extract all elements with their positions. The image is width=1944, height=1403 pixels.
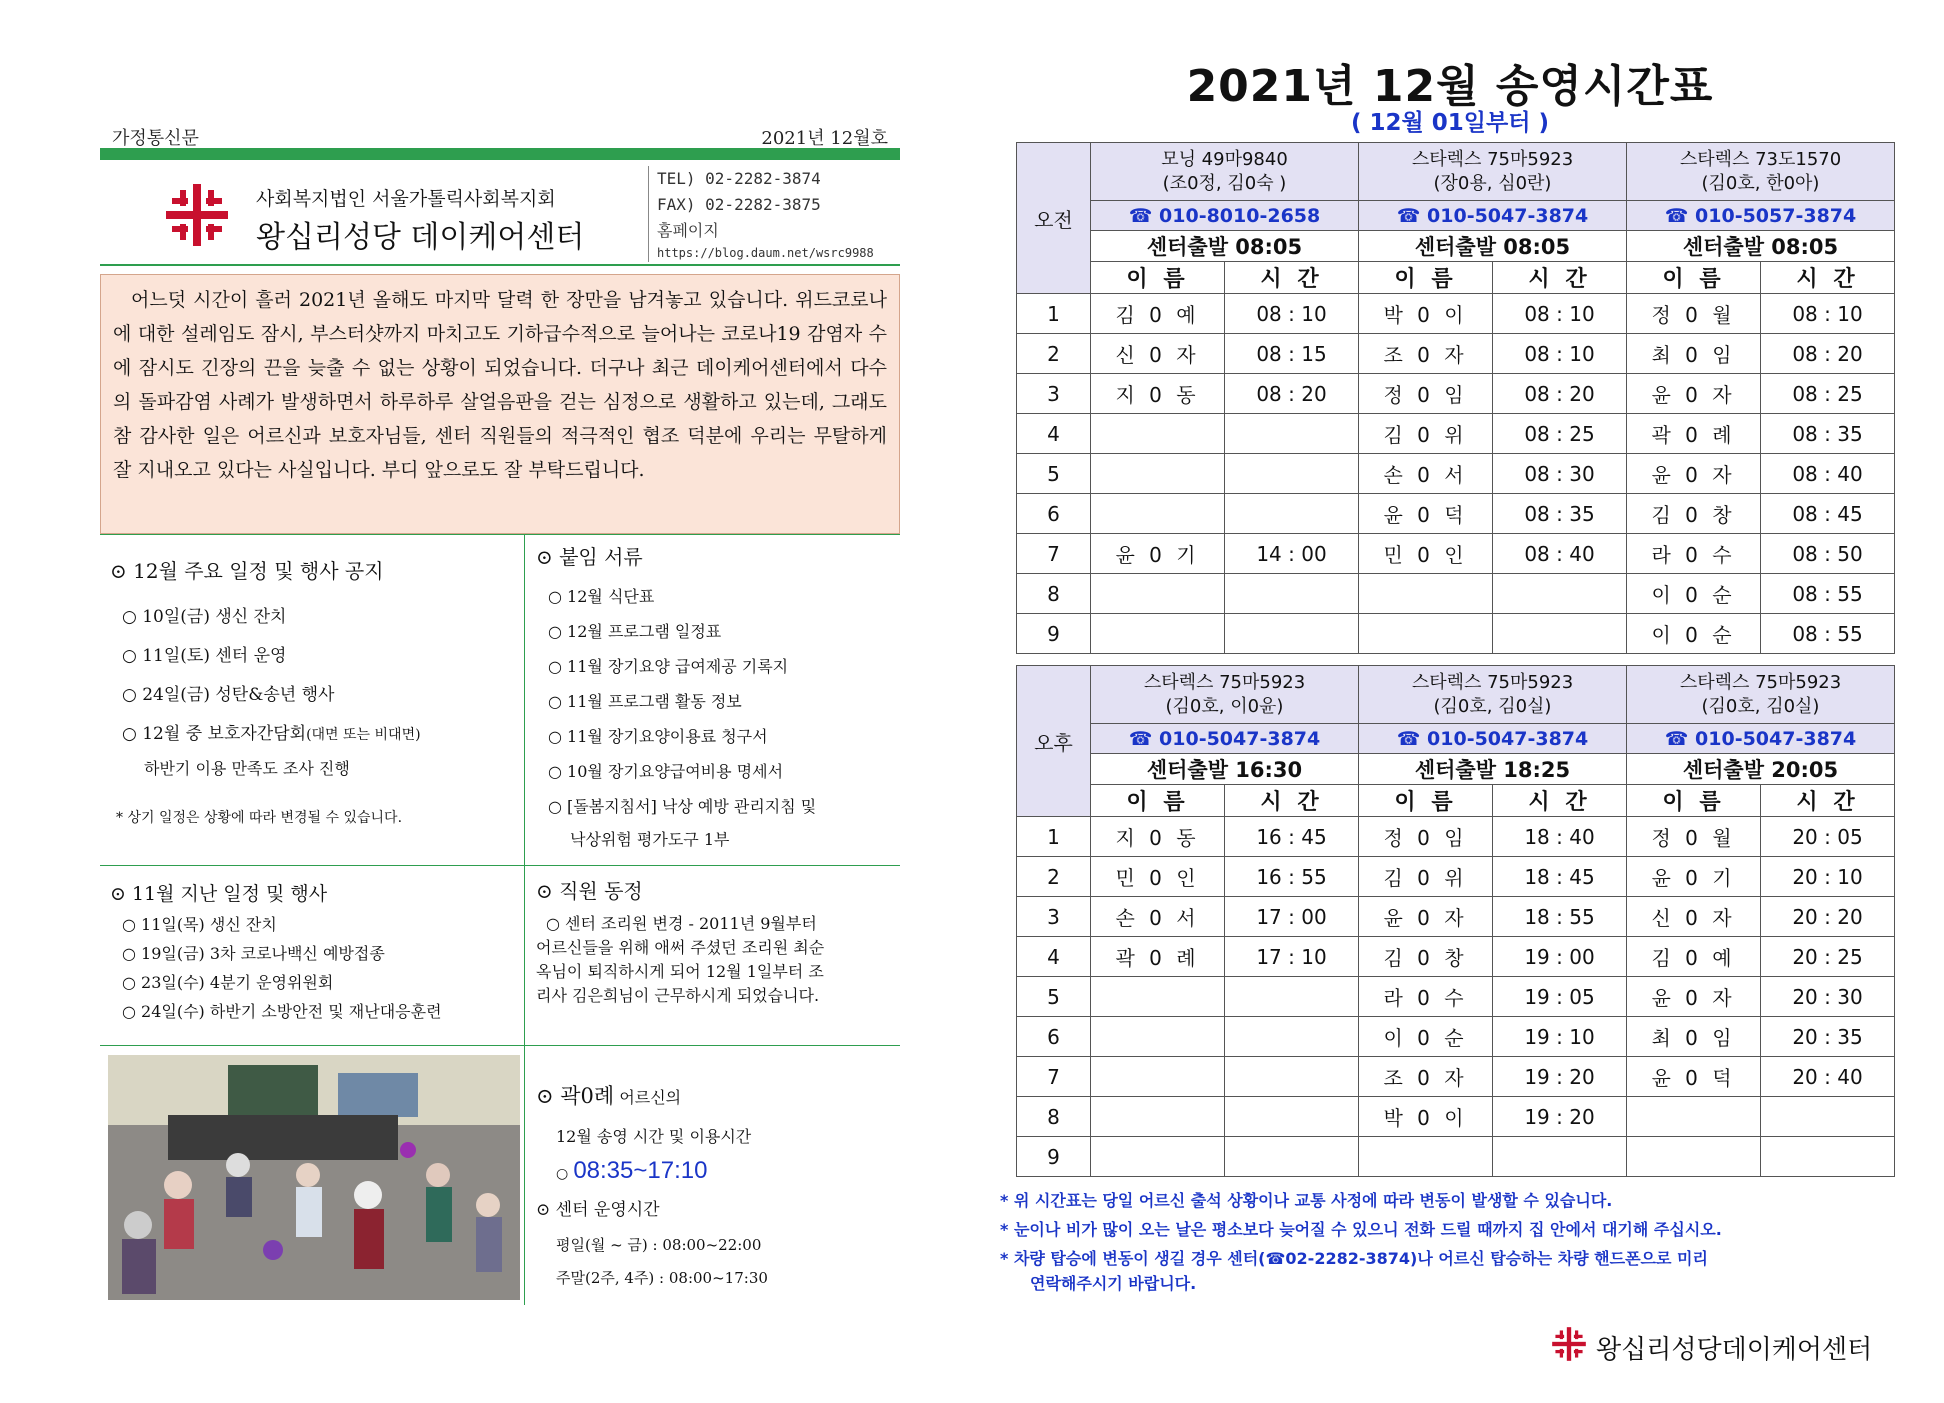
tel: TEL) 02-2282-3874 xyxy=(657,169,821,188)
pickup-time xyxy=(1225,1097,1359,1137)
vehicle-car: 스타렉스 75마5923 xyxy=(1411,671,1574,693)
row-number: 4 xyxy=(1017,937,1091,977)
vehicle-header xyxy=(1091,666,1359,724)
vehicle-crew: (김0호, 한0아) xyxy=(1701,172,1820,194)
vehicle-crew: (조0정, 김0숙 ) xyxy=(1162,172,1287,194)
footer-org-name: 왕십리성당데이케어센터 xyxy=(1596,1335,1873,1365)
column-name-header: 이 름 xyxy=(1627,785,1761,817)
rider-name: 윤 0 덕 xyxy=(1627,1057,1761,1097)
rider-name: 민 0 인 xyxy=(1091,857,1225,897)
column-name-header: 이 름 xyxy=(1627,262,1761,294)
column-time-header: 시 간 xyxy=(1761,785,1895,817)
column-name-header: 이 름 xyxy=(1359,262,1493,294)
rider-name xyxy=(1091,614,1225,654)
pickup-time: 08 : 55 xyxy=(1761,574,1895,614)
pickup-time: 20 : 05 xyxy=(1761,817,1895,857)
rider-name: 김 0 예 xyxy=(1627,937,1761,977)
hours-title: ⊙ 센터 운영시간 xyxy=(536,1200,660,1220)
afternoon-table xyxy=(1016,665,1895,1177)
vehicle-header xyxy=(1091,143,1359,201)
table-row xyxy=(1017,1017,1895,1057)
pickup-time xyxy=(1761,1097,1895,1137)
pickup-time: 19 : 20 xyxy=(1493,1097,1627,1137)
pickup-time xyxy=(1493,1137,1627,1177)
column-name-header: 이 름 xyxy=(1359,785,1493,817)
list-item: ○ [돌봄지침서] 낙상 예방 관리지침 및 xyxy=(548,797,817,816)
depart-row xyxy=(1017,754,1895,785)
vehicle-phone: ☎ 010-5047-3874 xyxy=(1091,724,1359,754)
personal-section xyxy=(536,1080,896,1288)
rider-name xyxy=(1627,1097,1761,1137)
vehicle-car: 스타렉스 75마5923 xyxy=(1679,671,1842,693)
newsletter-label: 가정통신문 xyxy=(112,128,199,149)
schedule-note: * 상기 일정은 상황에 따라 변경될 수 있습니다. xyxy=(116,810,403,826)
row-number: 3 xyxy=(1017,897,1091,937)
pickup-time: 08 : 10 xyxy=(1225,294,1359,334)
schedule-item-label: ○ 12월 중 보호자간담회 xyxy=(122,724,307,744)
vehicle-crew: (김0호, 김0실) xyxy=(1433,695,1552,717)
staff-title: ⊙ 직원 동정 xyxy=(536,879,643,903)
note-line: * 눈이나 비가 많이 오는 날은 평소보다 늦어질 수 있으니 전화 드릴 때까지 집 안에서 대기해 주십시오. xyxy=(1000,1220,1722,1239)
row-number: 7 xyxy=(1017,1057,1091,1097)
pickup-time xyxy=(1225,454,1359,494)
past-list xyxy=(110,912,520,1022)
org-parent: 사회복지법인 서울가톨릭사회복지회 xyxy=(256,188,556,210)
pickup-time: 08 : 25 xyxy=(1761,374,1895,414)
rider-name xyxy=(1359,574,1493,614)
row-number: 5 xyxy=(1017,977,1091,1017)
column-name-header: 이 름 xyxy=(1091,262,1225,294)
rider-name: 신 0 자 xyxy=(1091,334,1225,374)
schedule-title: ⊙ 12월 주요 일정 및 행사 공지 xyxy=(110,559,384,583)
activity-photo xyxy=(108,1055,520,1300)
personal-time: 08:35~17:10 xyxy=(573,1157,708,1184)
vehicle-car: 스타렉스 73도1570 xyxy=(1679,148,1842,170)
table-row xyxy=(1017,494,1895,534)
pickup-time: 08 : 50 xyxy=(1761,534,1895,574)
rider-name: 최 0 임 xyxy=(1627,1017,1761,1057)
column-time-header: 시 간 xyxy=(1493,785,1627,817)
staff-section xyxy=(536,875,896,1008)
hours-weekend: 주말(2주, 4주) : 08:00~17:30 xyxy=(556,1269,768,1287)
row-number: 9 xyxy=(1017,1137,1091,1177)
rider-name: 곽 0 례 xyxy=(1627,414,1761,454)
table-row xyxy=(1017,977,1895,1017)
pickup-time: 20 : 35 xyxy=(1761,1017,1895,1057)
staff-line: 리사 김은희님이 근무하시게 되었습니다. xyxy=(536,986,820,1005)
rider-name: 김 0 위 xyxy=(1359,414,1493,454)
rider-name xyxy=(1091,1057,1225,1097)
hours-weekday: 평일(월 ~ 금) : 08:00~22:00 xyxy=(556,1236,762,1254)
pickup-time: 20 : 25 xyxy=(1761,937,1895,977)
rider-name: 윤 0 기 xyxy=(1091,534,1225,574)
rider-name: 정 0 월 xyxy=(1627,817,1761,857)
vehicle-header xyxy=(1359,666,1627,724)
note-line: * 차량 탑승에 변동이 생길 경우 센터(☎02-2282-3874)나 어르신 탑승하는 차량 핸드폰으로 미리 xyxy=(1000,1249,1708,1268)
rider-name: 윤 0 자 xyxy=(1627,977,1761,1017)
pickup-time: 16 : 45 xyxy=(1225,817,1359,857)
pickup-time xyxy=(1493,574,1627,614)
pickup-time: 08 : 20 xyxy=(1761,334,1895,374)
personal-heading xyxy=(536,1080,896,1110)
rider-name: 라 0 수 xyxy=(1359,977,1493,1017)
session-label: 오후 xyxy=(1017,666,1091,817)
rider-name xyxy=(1091,977,1225,1017)
vehicle-phone: ☎ 010-5047-3874 xyxy=(1627,724,1895,754)
schedule-item: ○ 11일(토) 센터 운영 xyxy=(122,646,287,666)
table-row xyxy=(1017,334,1895,374)
pickup-time: 19 : 10 xyxy=(1493,1017,1627,1057)
vehicle-crew: (김0호, 이0윤) xyxy=(1165,695,1284,717)
vehicle-car: 스타렉스 75마5923 xyxy=(1411,148,1574,170)
row-number: 6 xyxy=(1017,1017,1091,1057)
pickup-time: 17 : 00 xyxy=(1225,897,1359,937)
schedule-sub: 하반기 이용 만족도 조사 진행 xyxy=(144,759,350,778)
row-number: 8 xyxy=(1017,1097,1091,1137)
schedule-item-note: (대면 또는 비대면) xyxy=(306,727,421,743)
vehicle-departure: 센터출발 16:30 xyxy=(1091,754,1359,785)
pickup-time: 08 : 35 xyxy=(1761,414,1895,454)
rider-name: 민 0 인 xyxy=(1359,534,1493,574)
pickup-time: 08 : 20 xyxy=(1225,374,1359,414)
rider-name: 김 0 예 xyxy=(1091,294,1225,334)
vehicle-car: 스타렉스 75마5923 xyxy=(1143,671,1306,693)
vehicle-departure: 센터출발 18:25 xyxy=(1359,754,1627,785)
vehicle-phone: ☎ 010-8010-2658 xyxy=(1091,201,1359,231)
row-number: 5 xyxy=(1017,454,1091,494)
vehicle-departure: 센터출발 08:05 xyxy=(1627,231,1895,262)
vehicle-phone: ☎ 010-5057-3874 xyxy=(1627,201,1895,231)
pickup-time xyxy=(1225,614,1359,654)
rider-name: 손 0 서 xyxy=(1359,454,1493,494)
pickup-time: 16 : 55 xyxy=(1225,857,1359,897)
rider-name xyxy=(1091,414,1225,454)
rider-name xyxy=(1627,1137,1761,1177)
timetable-title: 2021년 12월 송영시간표 xyxy=(1186,61,1714,112)
list-item: ○ 11월 장기요양이용료 청구서 xyxy=(548,727,768,746)
personal-line2: 12월 송영 시간 및 이용시간 xyxy=(556,1127,752,1146)
pickup-time: 08 : 10 xyxy=(1761,294,1895,334)
vehicle-car: 모닝 49마9840 xyxy=(1161,148,1288,170)
column-header-row xyxy=(1017,262,1895,294)
timetable-notes xyxy=(1000,1186,1920,1295)
rider-name: 윤 0 자 xyxy=(1627,374,1761,414)
rider-name xyxy=(1091,1137,1225,1177)
rider-name: 김 0 창 xyxy=(1359,937,1493,977)
row-number: 1 xyxy=(1017,817,1091,857)
vehicle-row xyxy=(1017,666,1895,724)
row-number: 3 xyxy=(1017,374,1091,414)
pickup-time: 08 : 45 xyxy=(1761,494,1895,534)
past-section xyxy=(110,879,520,1022)
grid-divider xyxy=(100,865,900,866)
vehicle-header xyxy=(1627,666,1895,724)
table-row xyxy=(1017,574,1895,614)
personal-suffix: 어르신의 xyxy=(619,1088,682,1107)
column-time-header: 시 간 xyxy=(1761,262,1895,294)
row-number: 2 xyxy=(1017,857,1091,897)
intro-text: 어느덧 시간이 흘러 2021년 올해도 마지막 달력 한 장만을 남겨놓고 있습니다. 위드코로나에 대한 설레임도 잠시, 부스터샷까지 마치고도 기하급수적으로 늘어나는 코로나19 감염자 수에 잠시도 긴장의 끈을 늦출 수 없는 상황이 되었습니다. 더구나 최근 데이케어센터에서 다수의 돌파감염 사례가 발생하면서 하루하루 살얼음판을 걷는 심정으로 생활하고 있는데, 그래도 참 감사한 일은 어르신과 보호자님들, 센터 직원들의 적극적인 협조 덕분에 우리는 무탈하게 잘 지내오고 있다는 사실입니다. 부디 앞으로도 잘 부탁드립니다. xyxy=(113,289,887,481)
table-row xyxy=(1017,937,1895,977)
rider-name: 윤 0 자 xyxy=(1627,454,1761,494)
rider-name: 정 0 임 xyxy=(1359,374,1493,414)
pickup-time: 08 : 40 xyxy=(1761,454,1895,494)
pickup-time xyxy=(1493,614,1627,654)
personal-time-marker: ○ xyxy=(556,1166,569,1182)
row-number: 9 xyxy=(1017,614,1091,654)
pickup-time: 19 : 20 xyxy=(1493,1057,1627,1097)
list-item: ○ 12월 식단표 xyxy=(548,587,655,606)
rider-name: 정 0 월 xyxy=(1627,294,1761,334)
pickup-time: 08 : 55 xyxy=(1761,614,1895,654)
rider-name: 윤 0 덕 xyxy=(1359,494,1493,534)
pickup-time: 17 : 10 xyxy=(1225,937,1359,977)
attachments-list xyxy=(536,584,896,817)
vehicle-row xyxy=(1017,143,1895,201)
schedule-item: ○ 24일(금) 성탄&송년 행사 xyxy=(122,685,335,705)
note-line: 연락해주시기 바랍니다. xyxy=(1030,1274,1197,1293)
list-item: ○ 10월 장기요양급여비용 명세서 xyxy=(548,762,784,781)
pickup-time: 08 : 35 xyxy=(1493,494,1627,534)
vehicle-departure: 센터출발 20:05 xyxy=(1627,754,1895,785)
row-number: 7 xyxy=(1017,534,1091,574)
pickup-time: 20 : 10 xyxy=(1761,857,1895,897)
table-row xyxy=(1017,614,1895,654)
staff-line: 옥님이 퇴직하시게 되어 12월 1일부터 조 xyxy=(536,962,824,981)
table-row xyxy=(1017,454,1895,494)
pickup-time: 18 : 45 xyxy=(1493,857,1627,897)
pickup-time: 08 : 20 xyxy=(1493,374,1627,414)
rider-name: 이 0 순 xyxy=(1359,1017,1493,1057)
column-name-header: 이 름 xyxy=(1091,785,1225,817)
pickup-time: 08 : 10 xyxy=(1493,334,1627,374)
rider-name: 이 0 순 xyxy=(1627,574,1761,614)
staff-line: ○ 센터 조리원 변경 - 2011년 9월부터 xyxy=(546,914,817,933)
morning-table xyxy=(1016,142,1895,654)
staff-line: 어르신들을 위해 애써 주셨던 조리원 최순 xyxy=(536,938,825,957)
rider-name: 박 0 이 xyxy=(1359,294,1493,334)
table-row xyxy=(1017,857,1895,897)
list-item: ○ 19일(금) 3차 코로나백신 예방접종 xyxy=(122,944,385,963)
session-label: 오전 xyxy=(1017,143,1091,294)
footer-logo xyxy=(1550,1325,1900,1365)
vehicle-phone: ☎ 010-5047-3874 xyxy=(1359,201,1627,231)
row-number: 4 xyxy=(1017,414,1091,454)
vehicle-departure: 센터출발 08:05 xyxy=(1359,231,1627,262)
table-row xyxy=(1017,1137,1895,1177)
rider-name: 이 0 순 xyxy=(1627,614,1761,654)
row-number: 1 xyxy=(1017,294,1091,334)
fax: FAX) 02-2282-3875 xyxy=(657,195,821,214)
org-name: 왕십리성당 데이케어센터 xyxy=(256,220,585,255)
table-row xyxy=(1017,1097,1895,1137)
rider-name: 라 0 수 xyxy=(1627,534,1761,574)
pickup-time xyxy=(1225,1137,1359,1177)
pickup-time: 20 : 40 xyxy=(1761,1057,1895,1097)
schedule-section xyxy=(110,555,520,827)
past-title: ⊙ 11월 지난 일정 및 행사 xyxy=(110,883,328,905)
pickup-time: 18 : 55 xyxy=(1493,897,1627,937)
vehicle-departure: 센터출발 08:05 xyxy=(1091,231,1359,262)
pickup-time: 20 : 30 xyxy=(1761,977,1895,1017)
table-row xyxy=(1017,414,1895,454)
newsletter-grid xyxy=(100,534,900,1304)
caritas-logo-icon xyxy=(162,180,232,250)
pickup-time: 19 : 00 xyxy=(1493,937,1627,977)
column-time-header: 시 간 xyxy=(1225,785,1359,817)
rider-name: 지 0 동 xyxy=(1091,817,1225,857)
rider-name: 지 0 동 xyxy=(1091,374,1225,414)
vehicle-crew: (김0호, 김0실) xyxy=(1701,695,1820,717)
pickup-time: 08 : 30 xyxy=(1493,454,1627,494)
personal-time-row xyxy=(556,1157,896,1185)
homepage-url[interactable]: https://blog.daum.net/wsrc9988 xyxy=(657,246,874,260)
vehicle-phone: ☎ 010-5047-3874 xyxy=(1359,724,1627,754)
table-row xyxy=(1017,374,1895,414)
attachment-sub: 낙상위험 평가도구 1부 xyxy=(570,830,730,849)
vehicle-header xyxy=(1359,143,1627,201)
rider-name: 정 0 임 xyxy=(1359,817,1493,857)
list-item: ○ 24일(수) 하반기 소방안전 및 재난대응훈련 xyxy=(122,1002,442,1021)
phone-row xyxy=(1017,724,1895,754)
vehicle-crew: (장0용, 심0란) xyxy=(1433,172,1552,194)
attachments-title: ⊙ 붙임 서류 xyxy=(536,545,643,569)
note-line: * 위 시간표는 당일 어르신 출석 상황이나 교통 사정에 따라 변동이 발생할 수 있습니다. xyxy=(1000,1191,1613,1210)
pickup-time xyxy=(1225,414,1359,454)
staff-text xyxy=(536,912,896,1008)
pickup-time xyxy=(1225,574,1359,614)
pickup-time: 18 : 40 xyxy=(1493,817,1627,857)
schedule-item: ○ 10일(금) 생신 잔치 xyxy=(122,607,287,627)
pickup-time: 08 : 40 xyxy=(1493,534,1627,574)
column-header-row xyxy=(1017,785,1895,817)
rider-name xyxy=(1091,1097,1225,1137)
list-item: ○ 11월 장기요양 급여제공 기록지 xyxy=(548,657,789,676)
column-time-header: 시 간 xyxy=(1225,262,1359,294)
rider-name: 윤 0 자 xyxy=(1359,897,1493,937)
depart-row xyxy=(1017,231,1895,262)
rider-name: 김 0 위 xyxy=(1359,857,1493,897)
rider-name: 박 0 이 xyxy=(1359,1097,1493,1137)
rider-name xyxy=(1359,1137,1493,1177)
newsletter-page xyxy=(100,120,900,1304)
list-item: ○ 11월 프로그램 활동 정보 xyxy=(548,692,742,711)
timetable-subtitle: ( 12월 01일부터 ) xyxy=(1351,110,1549,136)
pickup-time: 20 : 20 xyxy=(1761,897,1895,937)
pickup-time: 08 : 25 xyxy=(1493,414,1627,454)
row-number: 6 xyxy=(1017,494,1091,534)
pickup-time xyxy=(1225,1057,1359,1097)
pickup-time: 14 : 00 xyxy=(1225,534,1359,574)
pickup-time xyxy=(1225,494,1359,534)
row-number: 8 xyxy=(1017,574,1091,614)
rider-name: 조 0 자 xyxy=(1359,334,1493,374)
rider-name xyxy=(1091,494,1225,534)
caritas-logo-icon xyxy=(1550,1325,1588,1363)
pickup-time xyxy=(1225,977,1359,1017)
list-item: ○ 23일(수) 4분기 운영위원회 xyxy=(122,973,334,992)
rider-name: 김 0 창 xyxy=(1627,494,1761,534)
rider-name: 신 0 자 xyxy=(1627,897,1761,937)
rider-name: 조 0 자 xyxy=(1359,1057,1493,1097)
table-row xyxy=(1017,897,1895,937)
table-row xyxy=(1017,294,1895,334)
newsletter-issue: 2021년 12월호 xyxy=(761,128,888,149)
rider-name: 곽 0 례 xyxy=(1091,937,1225,977)
grid-divider xyxy=(100,1045,900,1046)
rider-name xyxy=(1091,454,1225,494)
personal-name: ⊙ 곽0례 xyxy=(536,1084,615,1108)
pickup-time xyxy=(1761,1137,1895,1177)
vehicle-header xyxy=(1627,143,1895,201)
masthead xyxy=(100,160,900,266)
schedule-item xyxy=(122,719,520,744)
newsletter-top-strip xyxy=(100,120,900,148)
rider-name: 손 0 서 xyxy=(1091,897,1225,937)
column-time-header: 시 간 xyxy=(1493,262,1627,294)
rider-name: 윤 0 기 xyxy=(1627,857,1761,897)
phone-row xyxy=(1017,201,1895,231)
intro-box xyxy=(100,274,900,534)
row-number: 2 xyxy=(1017,334,1091,374)
attachments-section xyxy=(536,541,896,850)
list-item: ○ 11일(목) 생신 잔치 xyxy=(122,915,277,934)
contact-block xyxy=(648,166,874,262)
homepage-label: 홈페이지 xyxy=(657,221,719,240)
table-row xyxy=(1017,534,1895,574)
pickup-time xyxy=(1225,1017,1359,1057)
table-row xyxy=(1017,1057,1895,1097)
grid-divider xyxy=(524,535,525,1305)
pickup-time: 19 : 05 xyxy=(1493,977,1627,1017)
rider-name xyxy=(1091,574,1225,614)
pickup-time: 08 : 15 xyxy=(1225,334,1359,374)
pickup-time: 08 : 10 xyxy=(1493,294,1627,334)
list-item: ○ 12월 프로그램 일정표 xyxy=(548,622,722,641)
rider-name: 최 0 임 xyxy=(1627,334,1761,374)
rider-name xyxy=(1359,614,1493,654)
table-row xyxy=(1017,817,1895,857)
rider-name xyxy=(1091,1017,1225,1057)
